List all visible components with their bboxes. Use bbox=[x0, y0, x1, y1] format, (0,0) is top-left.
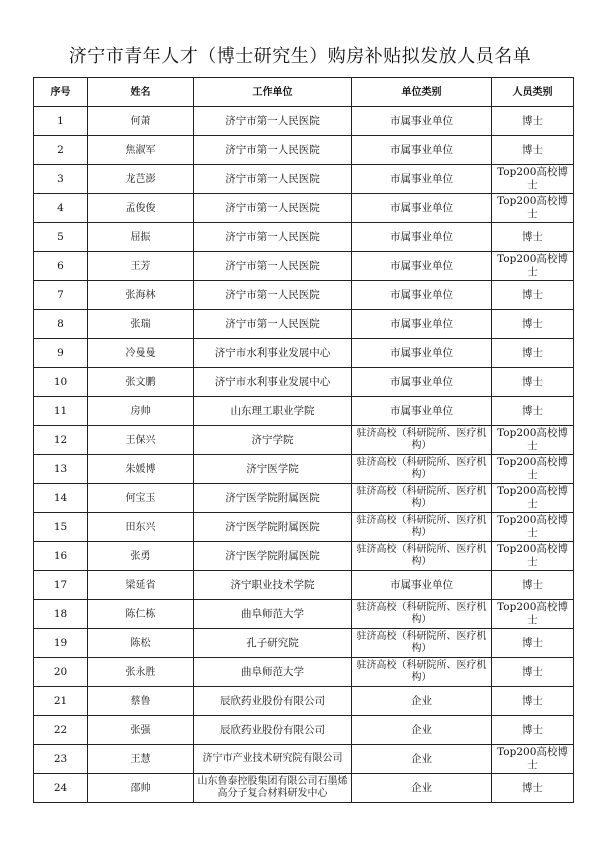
table-row bbox=[34, 426, 574, 455]
cell-type: 博士 bbox=[492, 223, 574, 252]
cell-unit: 山东鲁泰控股集团有限公司石墨烯高分子复合材料研发中心 bbox=[194, 774, 352, 803]
cell-no: 19 bbox=[34, 629, 88, 658]
cell-unit: 孔子研究院 bbox=[194, 629, 352, 658]
cell-category: 驻济高校（科研院所、医疗机构） bbox=[352, 455, 492, 484]
cell-type: 博士 bbox=[492, 629, 574, 658]
cell-unit: 济宁市第一人民医院 bbox=[194, 194, 352, 223]
cell-unit: 济宁市产业技术研究院有限公司 bbox=[194, 745, 352, 774]
cell-type: 博士 bbox=[492, 310, 574, 339]
cell-unit: 济宁市第一人民医院 bbox=[194, 165, 352, 194]
cell-name: 王保兴 bbox=[88, 426, 194, 455]
cell-name: 焦淑军 bbox=[88, 136, 194, 165]
cell-type: Top200高校博士 bbox=[492, 513, 574, 542]
cell-category: 市属事业单位 bbox=[352, 136, 492, 165]
table-row bbox=[34, 136, 574, 165]
cell-no: 21 bbox=[34, 687, 88, 716]
cell-unit: 济宁市第一人民医院 bbox=[194, 107, 352, 136]
header-name: 姓名 bbox=[88, 78, 194, 107]
cell-no: 14 bbox=[34, 484, 88, 513]
cell-no: 1 bbox=[34, 107, 88, 136]
cell-type: Top200高校博士 bbox=[492, 165, 574, 194]
cell-name: 王芳 bbox=[88, 252, 194, 281]
cell-name: 张强 bbox=[88, 716, 194, 745]
cell-name: 陈松 bbox=[88, 629, 194, 658]
table-row bbox=[34, 455, 574, 484]
cell-name: 王慧 bbox=[88, 745, 194, 774]
cell-type: 博士 bbox=[492, 658, 574, 687]
cell-category: 市属事业单位 bbox=[352, 194, 492, 223]
cell-type: 博士 bbox=[492, 281, 574, 310]
cell-unit: 济宁医学院 bbox=[194, 455, 352, 484]
cell-category: 企业 bbox=[352, 774, 492, 803]
cell-name: 龙芑澎 bbox=[88, 165, 194, 194]
table-row bbox=[34, 223, 574, 252]
cell-type: Top200高校博士 bbox=[492, 455, 574, 484]
cell-no: 2 bbox=[34, 136, 88, 165]
cell-no: 11 bbox=[34, 397, 88, 426]
cell-unit: 曲阜师范大学 bbox=[194, 600, 352, 629]
cell-category: 驻济高校（科研院所、医疗机构） bbox=[352, 600, 492, 629]
cell-name: 张海林 bbox=[88, 281, 194, 310]
cell-no: 4 bbox=[34, 194, 88, 223]
cell-category: 企业 bbox=[352, 745, 492, 774]
table-row bbox=[34, 194, 574, 223]
cell-category: 市属事业单位 bbox=[352, 252, 492, 281]
cell-no: 23 bbox=[34, 745, 88, 774]
cell-unit: 辰欣药业股份有限公司 bbox=[194, 716, 352, 745]
cell-name: 张文鹏 bbox=[88, 368, 194, 397]
cell-no: 24 bbox=[34, 774, 88, 803]
table-row bbox=[34, 484, 574, 513]
cell-unit: 济宁市第一人民医院 bbox=[194, 136, 352, 165]
cell-no: 9 bbox=[34, 339, 88, 368]
cell-category: 驻济高校（科研院所、医疗机构） bbox=[352, 629, 492, 658]
table-row bbox=[34, 310, 574, 339]
cell-name: 邵帅 bbox=[88, 774, 194, 803]
table-row bbox=[34, 252, 574, 281]
cell-category: 市属事业单位 bbox=[352, 165, 492, 194]
cell-category: 企业 bbox=[352, 716, 492, 745]
cell-type: Top200高校博士 bbox=[492, 542, 574, 571]
cell-unit: 济宁市第一人民医院 bbox=[194, 252, 352, 281]
cell-unit: 曲阜师范大学 bbox=[194, 658, 352, 687]
cell-name: 张瑞 bbox=[88, 310, 194, 339]
table-header-row bbox=[34, 78, 574, 107]
cell-unit: 济宁医学院附属医院 bbox=[194, 542, 352, 571]
cell-no: 16 bbox=[34, 542, 88, 571]
cell-type: 博士 bbox=[492, 571, 574, 600]
cell-type: 博士 bbox=[492, 774, 574, 803]
roster-table bbox=[33, 77, 574, 803]
table-row bbox=[34, 629, 574, 658]
table-row bbox=[34, 658, 574, 687]
table-row bbox=[34, 368, 574, 397]
cell-name: 陈仁栋 bbox=[88, 600, 194, 629]
cell-no: 22 bbox=[34, 716, 88, 745]
cell-category: 市属事业单位 bbox=[352, 571, 492, 600]
table-row bbox=[34, 745, 574, 774]
cell-category: 驻济高校（科研院所、医疗机构） bbox=[352, 513, 492, 542]
cell-no: 7 bbox=[34, 281, 88, 310]
cell-no: 10 bbox=[34, 368, 88, 397]
cell-no: 13 bbox=[34, 455, 88, 484]
table-body bbox=[34, 107, 574, 803]
table-row bbox=[34, 542, 574, 571]
cell-name: 梁延省 bbox=[88, 571, 194, 600]
cell-category: 市属事业单位 bbox=[352, 107, 492, 136]
cell-type: 博士 bbox=[492, 136, 574, 165]
cell-type: Top200高校博士 bbox=[492, 194, 574, 223]
cell-category: 驻济高校（科研院所、医疗机构） bbox=[352, 426, 492, 455]
table-row bbox=[34, 281, 574, 310]
cell-type: Top200高校博士 bbox=[492, 745, 574, 774]
cell-unit: 济宁市第一人民医院 bbox=[194, 281, 352, 310]
cell-name: 蔡鲁 bbox=[88, 687, 194, 716]
cell-type: 博士 bbox=[492, 716, 574, 745]
cell-name: 冷曼曼 bbox=[88, 339, 194, 368]
cell-category: 市属事业单位 bbox=[352, 397, 492, 426]
cell-name: 何宝玉 bbox=[88, 484, 194, 513]
cell-category: 市属事业单位 bbox=[352, 339, 492, 368]
table-row bbox=[34, 397, 574, 426]
cell-no: 8 bbox=[34, 310, 88, 339]
table-row bbox=[34, 571, 574, 600]
cell-type: 博士 bbox=[492, 107, 574, 136]
cell-name: 张勇 bbox=[88, 542, 194, 571]
cell-type: 博士 bbox=[492, 368, 574, 397]
cell-name: 张永胜 bbox=[88, 658, 194, 687]
cell-category: 企业 bbox=[352, 687, 492, 716]
cell-category: 市属事业单位 bbox=[352, 368, 492, 397]
table-row bbox=[34, 165, 574, 194]
cell-no: 6 bbox=[34, 252, 88, 281]
cell-unit: 济宁医学院附属医院 bbox=[194, 513, 352, 542]
cell-type: Top200高校博士 bbox=[492, 252, 574, 281]
cell-type: 博士 bbox=[492, 397, 574, 426]
cell-category: 驻济高校（科研院所、医疗机构） bbox=[352, 484, 492, 513]
cell-category: 驻济高校（科研院所、医疗机构） bbox=[352, 658, 492, 687]
cell-category: 市属事业单位 bbox=[352, 310, 492, 339]
cell-type: 博士 bbox=[492, 687, 574, 716]
cell-name: 何萧 bbox=[88, 107, 194, 136]
cell-type: Top200高校博士 bbox=[492, 600, 574, 629]
table-row bbox=[34, 774, 574, 803]
cell-unit: 济宁医学院附属医院 bbox=[194, 484, 352, 513]
cell-unit: 济宁职业技术学院 bbox=[194, 571, 352, 600]
header-type: 人员类别 bbox=[492, 78, 574, 107]
cell-no: 17 bbox=[34, 571, 88, 600]
cell-category: 市属事业单位 bbox=[352, 281, 492, 310]
page-title: 济宁市青年人才（博士研究生）购房补贴拟发放人员名单 bbox=[68, 46, 532, 67]
cell-no: 3 bbox=[34, 165, 88, 194]
table-row bbox=[34, 339, 574, 368]
table-row bbox=[34, 107, 574, 136]
header-no: 序号 bbox=[34, 78, 88, 107]
table-row bbox=[34, 513, 574, 542]
cell-name: 屈振 bbox=[88, 223, 194, 252]
cell-unit: 济宁市第一人民医院 bbox=[194, 223, 352, 252]
table-row bbox=[34, 716, 574, 745]
cell-name: 朱媛博 bbox=[88, 455, 194, 484]
cell-unit: 济宁学院 bbox=[194, 426, 352, 455]
cell-type: Top200高校博士 bbox=[492, 484, 574, 513]
table-row bbox=[34, 687, 574, 716]
cell-unit: 辰欣药业股份有限公司 bbox=[194, 687, 352, 716]
cell-unit: 济宁市水利事业发展中心 bbox=[194, 339, 352, 368]
cell-name: 孟俊俊 bbox=[88, 194, 194, 223]
cell-name: 田东兴 bbox=[88, 513, 194, 542]
cell-unit: 山东理工职业学院 bbox=[194, 397, 352, 426]
cell-no: 15 bbox=[34, 513, 88, 542]
cell-no: 12 bbox=[34, 426, 88, 455]
cell-category: 驻济高校（科研院所、医疗机构） bbox=[352, 542, 492, 571]
cell-no: 20 bbox=[34, 658, 88, 687]
cell-no: 18 bbox=[34, 600, 88, 629]
cell-no: 5 bbox=[34, 223, 88, 252]
cell-category: 市属事业单位 bbox=[352, 223, 492, 252]
cell-name: 房帅 bbox=[88, 397, 194, 426]
cell-unit: 济宁市水利事业发展中心 bbox=[194, 368, 352, 397]
cell-type: 博士 bbox=[492, 339, 574, 368]
header-category: 单位类别 bbox=[352, 78, 492, 107]
header-unit: 工作单位 bbox=[194, 78, 352, 107]
table-row bbox=[34, 600, 574, 629]
cell-type: Top200高校博士 bbox=[492, 426, 574, 455]
cell-unit: 济宁市第一人民医院 bbox=[194, 310, 352, 339]
